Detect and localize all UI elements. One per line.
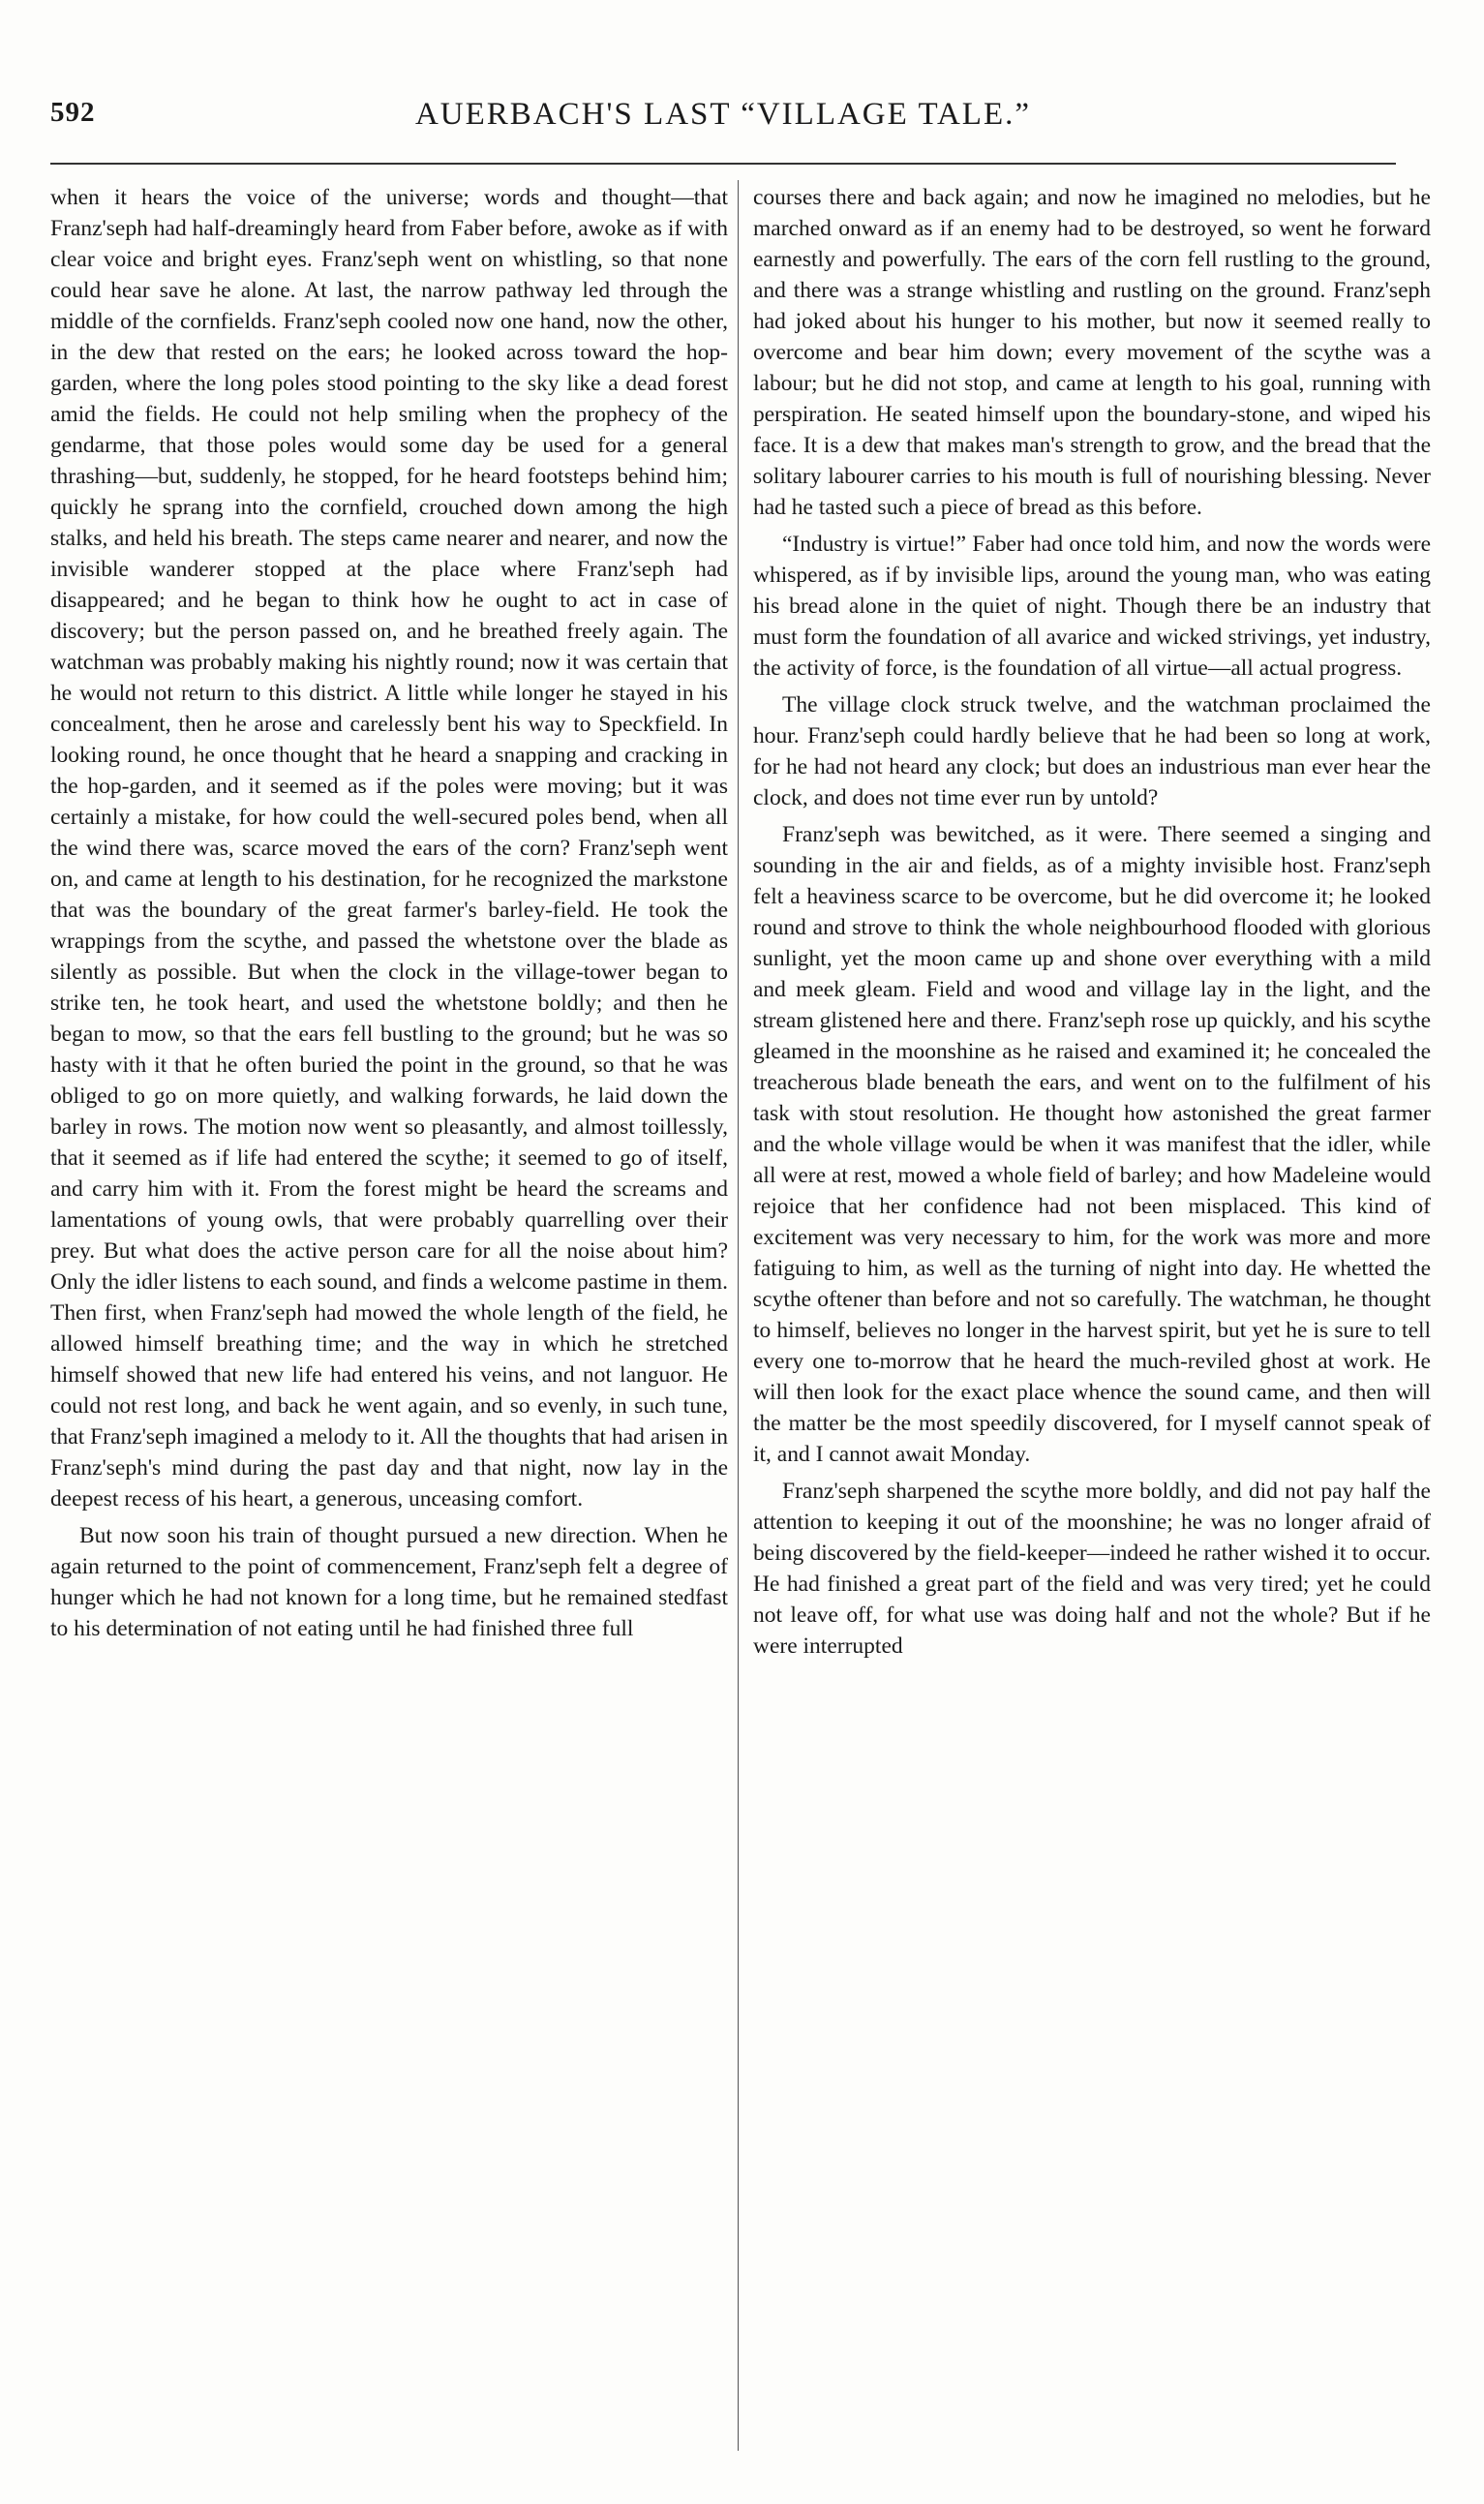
- page-header: [50, 97, 1396, 155]
- paragraph: courses there and back again; and now he imagined no melodies, but he marched onward as if an enemy had to be destroyed, so went he forward earnestly and powerfully. The ears of the corn fell rustling to the ground, and there was a strange whistling and rustling on the ground. Franz'seph had joked about his hunger to his mother, but now it seemed really to overcome and bear him down; every movement of the scythe was a labour; but he did not stop, and came at length to his goal, running with perspiration. He seated himself upon the boundary-stone, and wiped his face. It is a dew that makes man's strength to grow, and the bread that the solitary labourer carries to his mouth is full of nourishing blessing. Never had he tasted such a piece of bread as this before.: [753, 185, 1431, 520]
- paragraph: But now soon his train of thought pursued a new direction. When he again returned to the point of commencement, Franz'seph felt a degree of hunger which he had not known for a long time, but he remained stedfast to his determination of not eating until he had finished three full: [50, 1523, 728, 1641]
- paragraph: Franz'seph sharpened the scythe more boldly, and did not pay half the attention to keeping it out of the moonshine; he was no longer afraid of being discovered by the field-keeper—indeed he rather wished it to occur. He had finished a great part of the field and was very tired; yet he could not leave off, for what use was doing half and not the whole? But if he were interrupted: [753, 1479, 1431, 1659]
- running-title: AUERBACH'S LAST “VILLAGE TALE.”: [414, 97, 1032, 132]
- page-number: 592: [50, 97, 96, 128]
- paragraph: Franz'seph was bewitched, as it were. There seemed a singing and sounding in the air and fields, as of a mighty invisible host. Franz'seph felt a heaviness scarce to be overcome, but he did overcome it; he looked round and strove to think the whole neighbourhood flooded with glorious sunlight, yet the moon came up and shone over everything with a mild and meek gleam. Field and wood and village lay in the light, and the stream glistened here and there. Franz'seph rose up quickly, and his scythe gleamed in the moonshine as he raised and examined it; he concealed the treacherous blade beneath the ears, and went on to the fulfilment of his task with stout resolution. He thought how astonished the great farmer and the whole village would be when it was manifest that the idler, while all were at rest, mowed a whole field of barley; and how Madeleine would rejoice that her confidence had not been misplaced. This kind of excitement was very necessary to him, for the work was more and more fatiguing to him, as well as the turning of night into day. He whetted the scythe oftener than before and not so carefully. The watchman, he thought to himself, believes no longer in the harvest spirit, but yet he is sure to tell every one to-morrow that he heard the much-reviled ghost at work. He will then look for the exact place whence the sound came, and then will the matter be the most speedily discovered, for I myself cannot speak of it, and I cannot await Monday.: [753, 822, 1431, 1467]
- header-rule: [50, 163, 1396, 165]
- left-column: [50, 182, 728, 2448]
- column-divider: [738, 180, 739, 2451]
- paragraph: when it hears the voice of the universe; words and thought—that Franz'seph had half-dreamingly heard from Faber before, awoke as if with clear voice and bright eyes. Franz'seph went on whistling, so that none could hear save he alone. At last, the narrow pathway led through the middle of the cornfields. Franz'seph cooled now one hand, now the other, in the dew that rested on the ears; he looked across toward the hop-garden, where the long poles stood pointing to the sky like a dead forest amid the fields. He could not help smiling when the prophecy of the gendarme, that those poles would some day be used for a general thrashing—but, suddenly, he stopped, for he heard footsteps behind him; quickly he sprang into the cornfield, crouched down among the high stalks, and held his breath. The steps came nearer and nearer, and now the invisible wanderer stopped at the place where Franz'seph had disappeared; and he began to think how he ought to act in case of discovery; but the person passed on, and he breathed freely again. The watchman was probably making his nightly round; now it was certain that he would not return to this district. A little while longer he stayed in his concealment, then he arose and carelessly bent his way to Speckfield. In looking round, he once thought that he heard a snapping and cracking in the hop-garden, and it seemed as if the poles were moving; but it was certainly a mistake, for how could the well-secured poles bend, when all the wind there was, scarce moved the ears of the corn? Franz'seph went on, and came at length to his destination, for he recognized the markstone that was the boundary of the great farmer's barley-field. He took the wrappings from the scythe, and passed the whetstone over the blade as silently as possible. But when the clock in the village-tower began to strike ten, he took heart, and used the whetstone boldly; and then he began to mow, so that the ears fell bustling to the ground; but he was so hasty with it that he often buried the point in the ground, so that he was obliged to go on more quietly, and walking forwards, he laid down the barley in rows. The motion now went so pleasantly, and almost toillessly, that it seemed as if life had entered the scythe; it seemed to go of itself, and carry him with it. From the forest might be heard the screams and lamentations of young owls, that were probably quarrelling over their prey. But what does the active person care for all the noise about him? Only the idler listens to each sound, and finds a welcome pastime in them. Then first, when Franz'seph had mowed the whole length of the field, he allowed himself breathing time; and the way in which he stretched himself showed that new life had entered his veins, and not languor. He could not rest long, and back he went again, and so evenly, in such tune, that Franz'seph imagined a melody to it. All the thoughts that had arisen in Franz'seph's mind during the past day and that night, now lay in the deepest recess of his heart, a generous, unceasing comfort.: [50, 185, 728, 1512]
- paragraph: “Industry is virtue!” Faber had once told him, and now the words were whispered, as if by invisible lips, around the young man, who was eating his bread alone in the quiet of night. Though there be an industry that must form the foundation of all avarice and wicked strivings, yet industry, the activity of force, is the foundation of all virtue—all actual progress.: [753, 532, 1431, 681]
- paragraph: The village clock struck twelve, and the watchman proclaimed the hour. Franz'seph could hardly believe that he had been so long at work, for he had not heard any clock; but does an industrious man ever hear the clock, and does not time ever run by untold?: [753, 692, 1431, 810]
- right-column: [753, 182, 1431, 2448]
